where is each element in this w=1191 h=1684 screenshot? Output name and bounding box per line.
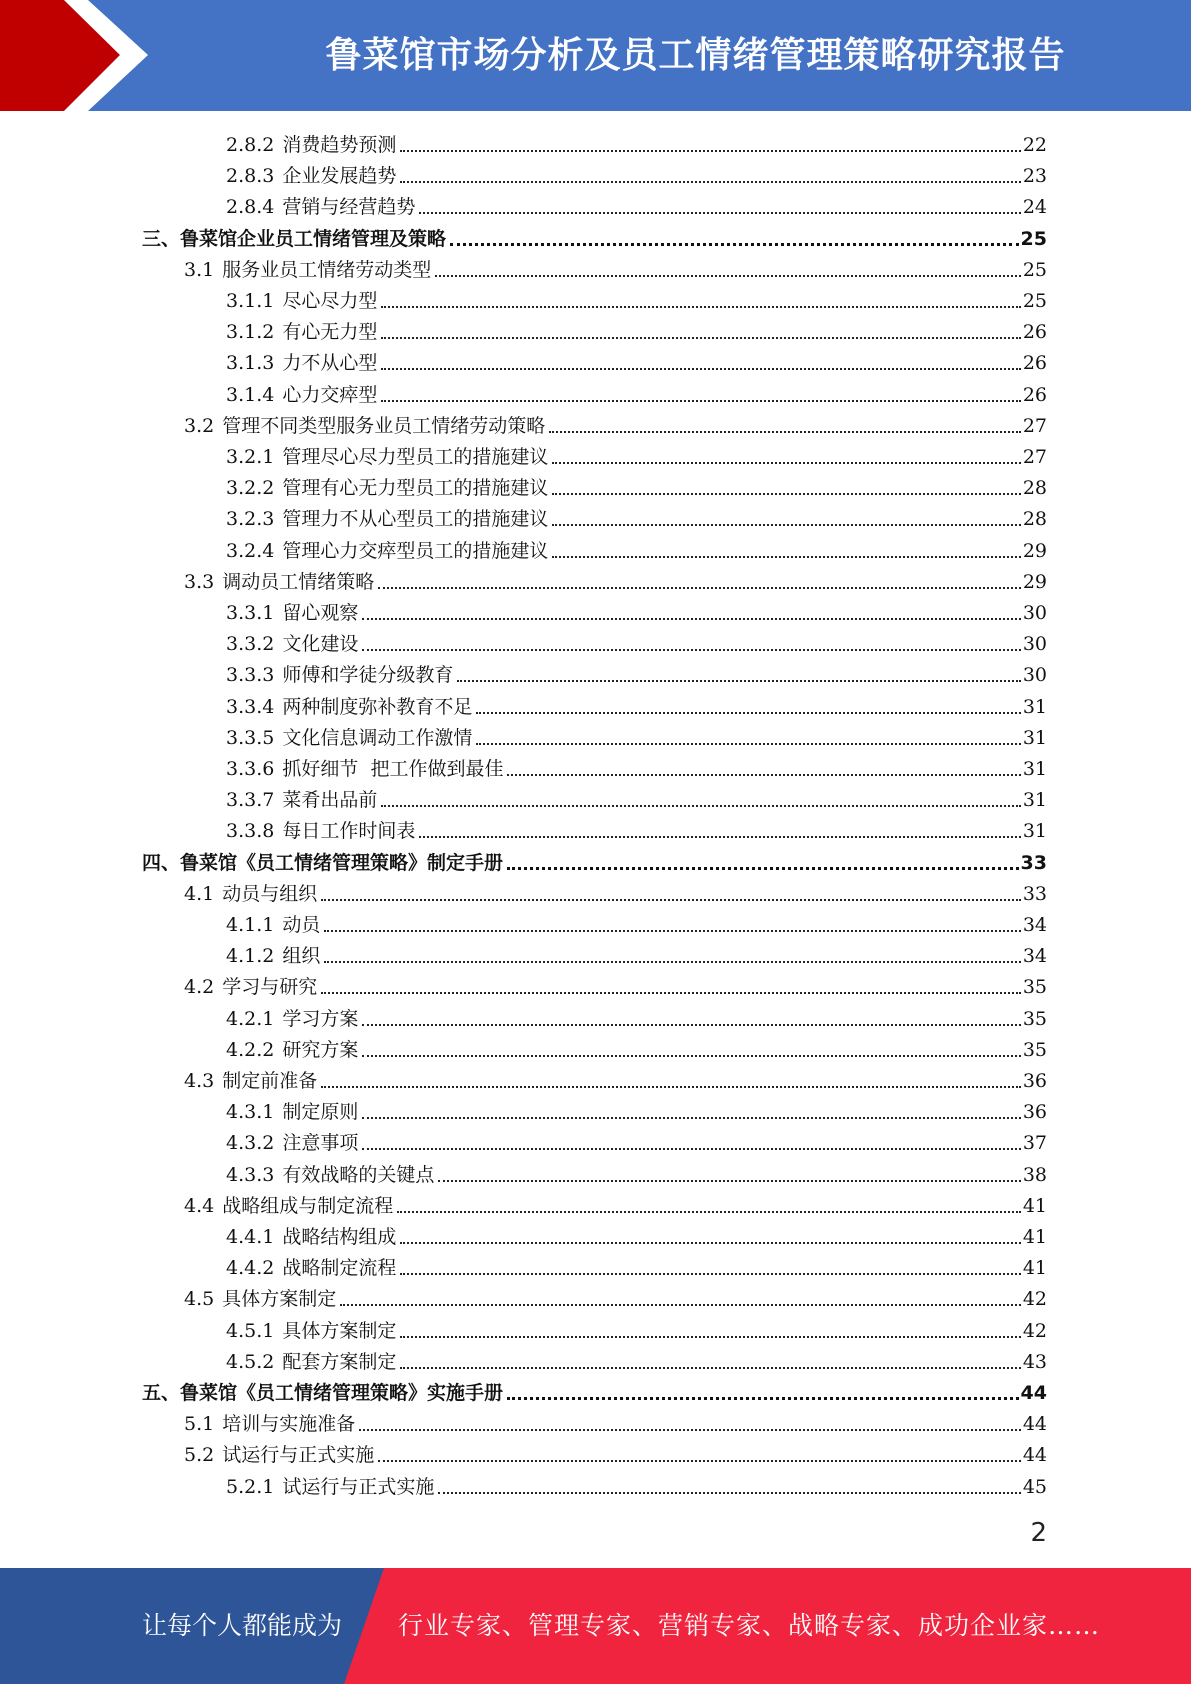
toc-dot-leader (321, 992, 1021, 994)
toc-entry[interactable] (226, 344, 1047, 375)
toc-entry[interactable] (184, 407, 1047, 438)
toc-entry-page: 26 (1022, 383, 1047, 406)
toc-entry[interactable] (226, 1124, 1047, 1155)
toc-entry[interactable] (184, 1405, 1047, 1436)
toc-entry-page: 44 (1022, 1413, 1047, 1436)
toc-entry-title: 培训与实施准备 (222, 1413, 356, 1436)
toc-entry-number: 五、 (142, 1382, 181, 1404)
toc-entry-title: 学习与研究 (222, 976, 318, 999)
toc-entry-page: 31 (1022, 695, 1047, 718)
toc-dot-leader (400, 181, 1020, 183)
toc-entry-number: 4.4 (184, 1194, 215, 1217)
toc-entry-page: 41 (1022, 1257, 1047, 1280)
toc-entry-number: 4.1 (184, 882, 215, 905)
toc-dot-leader (362, 1024, 1020, 1026)
toc-entry[interactable] (184, 1187, 1047, 1218)
toc-dot-leader (321, 1086, 1021, 1088)
toc-entry-page: 35 (1022, 976, 1047, 999)
toc-entry-page: 34 (1022, 945, 1047, 968)
toc-entry[interactable] (142, 1374, 1047, 1405)
toc-entry-page: 35 (1022, 1038, 1047, 1061)
toc-entry-number: 2.8.3 (226, 165, 275, 188)
toc-entry-page: 41 (1022, 1226, 1047, 1248)
toc-entry-number: 5.2 (184, 1444, 215, 1467)
toc-entry-page: 38 (1022, 1163, 1047, 1186)
toc-entry-number: 三、 (142, 227, 181, 250)
toc-entry[interactable] (184, 251, 1047, 282)
toc-entry-title: 文化信息调动工作激情 (282, 726, 473, 749)
toc-entry-title: 心力交瘁型 (282, 383, 378, 406)
toc-entry-title: 尽心尽力型 (282, 290, 378, 312)
toc-dot-leader (552, 462, 1020, 464)
toc-entry[interactable] (226, 500, 1047, 531)
toc-entry-number: 3.2 (184, 414, 215, 437)
toc-entry-title: 管理心力交瘁型员工的措施建议 (282, 539, 549, 562)
toc-entry[interactable] (226, 438, 1047, 469)
toc-entry-title: 抓好细节 把工作做到最佳 (282, 758, 504, 780)
toc-entry-page: 44 (1020, 1382, 1047, 1404)
toc-entry-number: 3.1.2 (226, 321, 275, 344)
toc-entry-page: 27 (1022, 446, 1047, 468)
toc-entry-title: 服务业员工情绪劳动类型 (222, 258, 432, 281)
toc-entry-page: 36 (1022, 1070, 1047, 1092)
toc-entry-number: 3.3.3 (226, 664, 275, 687)
toc-entry[interactable] (226, 750, 1047, 781)
footer-slogan-left: 让每个人都能成为 (142, 1611, 343, 1640)
toc-entry-title: 力不从心型 (282, 352, 378, 375)
toc-entry-number: 4.1.2 (226, 945, 275, 968)
toc-entry-title: 鲁菜馆企业员工情绪管理及策略 (180, 227, 447, 250)
toc-entry-number: 4.3.3 (226, 1163, 275, 1186)
toc-entry-page: 42 (1022, 1319, 1047, 1342)
toc-dot-leader (324, 930, 1020, 932)
toc-entry-number: 4.2.2 (226, 1038, 275, 1061)
toc-entry-title: 管理力不从心型员工的措施建议 (282, 508, 549, 531)
toc-entry-number: 3.1.1 (226, 290, 275, 312)
toc-dot-leader (400, 1242, 1020, 1244)
toc-entry[interactable] (142, 220, 1047, 251)
toc-entry-page: 44 (1022, 1444, 1047, 1467)
toc-entry[interactable] (226, 656, 1047, 687)
toc-entry-title: 文化建设 (282, 633, 359, 656)
toc-entry-number: 3.3.1 (226, 602, 275, 624)
toc-entry[interactable] (226, 126, 1047, 157)
toc-dot-leader (324, 961, 1020, 963)
toc-entry[interactable] (226, 1312, 1047, 1343)
toc-dot-leader (400, 1367, 1020, 1369)
toc-entry-title: 企业发展趋势 (282, 165, 397, 188)
toc-entry-page: 30 (1022, 633, 1047, 656)
page-footer (0, 1568, 1191, 1684)
toc-dot-leader (381, 368, 1020, 370)
toc-entry[interactable] (226, 1468, 1047, 1499)
toc-entry-page: 42 (1022, 1288, 1047, 1311)
toc-entry-page: 37 (1022, 1132, 1047, 1155)
toc-dot-leader (381, 337, 1020, 339)
toc-entry-page: 23 (1022, 165, 1047, 188)
toc-entry-page: 22 (1022, 134, 1047, 156)
toc-dot-leader (476, 712, 1020, 714)
toc-entry-page: 25 (1022, 290, 1047, 312)
toc-dot-leader (397, 1211, 1021, 1213)
toc-entry-number: 3.2.2 (226, 477, 275, 500)
toc-entry[interactable] (226, 1093, 1047, 1124)
toc-entry-title: 组织 (282, 945, 321, 968)
toc-entry-title: 管理不同类型服务业员工情绪劳动策略 (222, 414, 546, 437)
toc-dot-leader (340, 1304, 1021, 1306)
toc-entry[interactable] (226, 188, 1047, 219)
toc-entry-title: 试运行与正式实施 (222, 1444, 375, 1467)
toc-entry-page: 31 (1022, 726, 1047, 749)
toc-entry-page: 31 (1022, 758, 1047, 780)
toc-entry-page: 30 (1022, 602, 1047, 624)
toc-entry-page: 29 (1022, 570, 1047, 593)
toc-entry[interactable] (226, 937, 1047, 968)
toc-entry-number: 4.4.1 (226, 1226, 275, 1248)
toc-entry[interactable] (184, 1280, 1047, 1311)
toc-entry[interactable] (226, 1156, 1047, 1187)
toc-entry-number: 3.3.2 (226, 633, 275, 656)
toc-entry-page: 35 (1022, 1007, 1047, 1030)
toc-entry-title: 管理有心无力型员工的措施建议 (282, 477, 549, 500)
page-number: 2 (1030, 1518, 1047, 1548)
toc-entry-page: 34 (1022, 914, 1047, 936)
toc-dot-leader (549, 431, 1021, 433)
footer-slogan-right: 行业专家、管理专家、营销专家、战略专家、成功企业家…… (398, 1611, 1101, 1640)
toc-dot-leader (321, 899, 1021, 901)
toc-entry-number: 4.5 (184, 1288, 215, 1311)
toc-entry-title: 制定前准备 (222, 1070, 318, 1092)
toc-entry[interactable] (226, 1031, 1047, 1062)
toc-dot-leader (362, 649, 1020, 651)
toc-entry[interactable] (226, 594, 1047, 625)
toc-entry-title: 战略组成与制定流程 (222, 1194, 394, 1217)
toc-entry[interactable] (226, 781, 1047, 812)
toc-entry[interactable] (184, 968, 1047, 999)
toc-dot-leader (438, 1492, 1020, 1494)
toc-entry-page: 28 (1022, 477, 1047, 500)
toc-entry[interactable] (226, 532, 1047, 563)
toc-entry[interactable] (226, 1218, 1047, 1249)
toc-entry-page: 25 (1020, 227, 1047, 250)
toc-dot-leader (381, 306, 1020, 308)
toc-entry-title: 有心无力型 (282, 321, 378, 344)
toc-entry-title: 菜肴出品前 (282, 789, 378, 812)
toc-entry-number: 3.1 (184, 258, 215, 281)
toc-dot-leader (507, 867, 1019, 870)
toc-entry-number: 3.3.4 (226, 695, 275, 718)
toc-dot-leader (435, 275, 1021, 277)
toc-entry-title: 鲁菜馆《员工情绪管理策略》实施手册 (180, 1382, 504, 1404)
toc-dot-leader (378, 1460, 1021, 1462)
toc-entry-page: 30 (1022, 664, 1047, 687)
toc-entry[interactable] (226, 719, 1047, 750)
toc-dot-leader (450, 243, 1019, 246)
toc-entry-page: 43 (1022, 1350, 1047, 1373)
toc-entry-number: 3.3.6 (226, 758, 275, 780)
toc-entry-number: 2.8.4 (226, 196, 275, 219)
toc-entry-page: 26 (1022, 352, 1047, 375)
toc-entry-number: 4.2.1 (226, 1007, 275, 1030)
header-chevron-decoration (0, 0, 200, 111)
toc-entry-number: 4.3.1 (226, 1101, 275, 1124)
toc-entry[interactable] (184, 1436, 1047, 1467)
toc-entry-title: 营销与经营趋势 (282, 196, 416, 219)
toc-dot-leader (359, 1429, 1021, 1431)
toc-entry-title: 试运行与正式实施 (282, 1475, 435, 1498)
toc-entry-page: 31 (1022, 789, 1047, 812)
toc-entry[interactable] (226, 1000, 1047, 1031)
toc-entry-number: 3.2.1 (226, 446, 275, 468)
toc-entry-title: 注意事项 (282, 1132, 359, 1155)
toc-entry[interactable] (226, 469, 1047, 500)
toc-entry-title: 具体方案制定 (282, 1319, 397, 1342)
toc-entry[interactable] (226, 906, 1047, 937)
toc-entry-title: 消费趋势预测 (282, 134, 397, 156)
toc-entry[interactable] (142, 844, 1047, 875)
page-header (0, 0, 1191, 111)
toc-dot-leader (400, 150, 1020, 152)
toc-entry-title: 两种制度弥补教育不足 (282, 695, 473, 718)
toc-dot-leader (378, 587, 1021, 589)
toc-dot-leader (400, 1273, 1020, 1275)
toc-dot-leader (362, 1117, 1020, 1119)
toc-entry-number: 3.2.3 (226, 508, 275, 531)
toc-entry-number: 4.4.2 (226, 1257, 275, 1280)
toc-entry-page: 33 (1020, 851, 1047, 874)
toc-entry[interactable] (226, 376, 1047, 407)
toc-entry[interactable] (226, 688, 1047, 719)
toc-entry-title: 每日工作时间表 (282, 820, 416, 843)
toc-entry-title: 有效战略的关键点 (282, 1163, 435, 1186)
toc-dot-leader (362, 618, 1020, 620)
toc-entry-page: 28 (1022, 508, 1047, 531)
toc-entry-number: 5.2.1 (226, 1475, 275, 1498)
toc-entry-number: 4.5.2 (226, 1350, 275, 1373)
toc-entry-title: 鲁菜馆《员工情绪管理策略》制定手册 (180, 851, 504, 874)
toc-entry-page: 33 (1022, 882, 1047, 905)
toc-entry-title: 管理尽心尽力型员工的措施建议 (282, 446, 549, 468)
toc-entry-page: 31 (1022, 820, 1047, 843)
toc-dot-leader (400, 1336, 1020, 1338)
toc-dot-leader (507, 774, 1020, 776)
toc-entry-page: 45 (1022, 1475, 1047, 1498)
toc-entry-title: 师傅和学徒分级教育 (282, 664, 454, 687)
toc-entry-title: 学习方案 (282, 1007, 359, 1030)
toc-entry-title: 动员 (282, 914, 321, 936)
toc-dot-leader (552, 493, 1020, 495)
toc-entry[interactable] (226, 1343, 1047, 1374)
toc-dot-leader (552, 556, 1020, 558)
toc-entry-number: 4.5.1 (226, 1319, 275, 1342)
toc-entry-number: 3.3 (184, 570, 215, 593)
toc-entry-title: 研究方案 (282, 1038, 359, 1061)
toc-dot-leader (419, 836, 1020, 838)
toc-dot-leader (381, 400, 1020, 402)
toc-dot-leader (419, 212, 1020, 214)
toc-dot-leader (438, 1180, 1020, 1182)
toc-entry-number: 3.1.4 (226, 383, 275, 406)
toc-entry-title: 动员与组织 (222, 882, 318, 905)
toc-entry-number: 5.1 (184, 1413, 215, 1436)
toc-entry-title: 留心观察 (282, 602, 359, 624)
toc-dot-leader (362, 1148, 1020, 1150)
toc-dot-leader (381, 805, 1020, 807)
toc-entry-number: 4.3.2 (226, 1132, 275, 1155)
toc-entry-title: 具体方案制定 (222, 1288, 337, 1311)
toc-entry-page: 36 (1022, 1101, 1047, 1124)
toc-entry-page: 41 (1022, 1194, 1047, 1217)
report-title: 鲁菜馆市场分析及员工情绪管理策略研究报告 (325, 35, 1066, 76)
toc-entry[interactable] (226, 625, 1047, 656)
toc-entry[interactable] (184, 1062, 1047, 1093)
toc-entry-title: 调动员工情绪策略 (222, 570, 375, 593)
toc-entry-page: 27 (1022, 414, 1047, 437)
toc-entry-page: 25 (1022, 258, 1047, 281)
toc-entry[interactable] (226, 812, 1047, 843)
toc-entry[interactable] (226, 282, 1047, 313)
toc-entry-number: 4.3 (184, 1070, 215, 1092)
toc-entry-number: 4.1.1 (226, 914, 275, 936)
toc-entry-title: 战略制定流程 (282, 1257, 397, 1280)
toc-entry-number: 3.3.7 (226, 789, 275, 812)
toc-dot-leader (457, 680, 1020, 682)
toc-entry-page: 26 (1022, 321, 1047, 344)
toc-entry-number: 3.2.4 (226, 539, 275, 562)
toc-entry[interactable] (226, 157, 1047, 188)
toc-entry-number: 2.8.2 (226, 134, 275, 156)
toc-entry-title: 战略结构组成 (282, 1226, 397, 1248)
toc-entry[interactable] (226, 1249, 1047, 1280)
toc-dot-leader (507, 1397, 1019, 1400)
toc-entry-page: 29 (1022, 539, 1047, 562)
toc-entry[interactable] (226, 313, 1047, 344)
toc-entry-number: 3.3.5 (226, 726, 275, 749)
toc-entry-number: 3.1.3 (226, 352, 275, 375)
toc-entry[interactable] (184, 563, 1047, 594)
toc-dot-leader (552, 524, 1020, 526)
toc-entry-title: 制定原则 (282, 1101, 359, 1124)
toc-entry[interactable] (184, 875, 1047, 906)
toc-entry-page: 24 (1022, 196, 1047, 219)
toc-entry-number: 4.2 (184, 976, 215, 999)
toc-dot-leader (476, 743, 1020, 745)
toc-entry-number: 四、 (142, 851, 181, 874)
toc-dot-leader (362, 1055, 1020, 1057)
toc-entry-title: 配套方案制定 (282, 1350, 397, 1373)
toc-entry-number: 3.3.8 (226, 820, 275, 843)
